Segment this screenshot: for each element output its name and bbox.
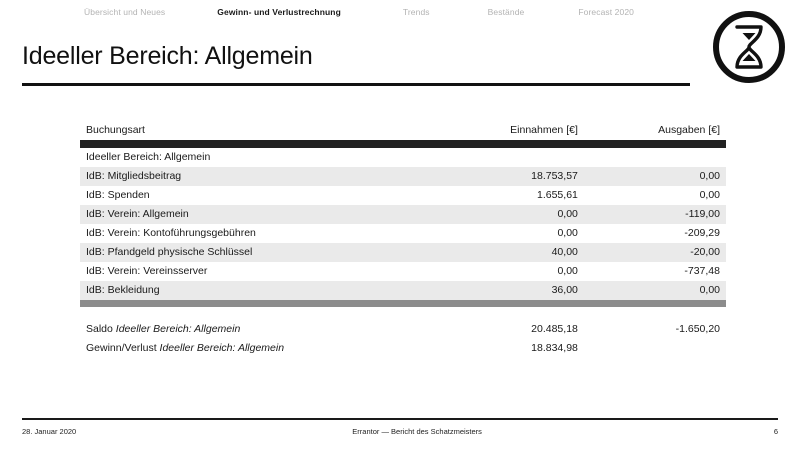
- nav-item-forecast-2020[interactable]: Forecast 2020: [578, 7, 634, 17]
- table-row: [80, 167, 726, 186]
- nav-item-bestaende[interactable]: Bestände: [487, 7, 525, 17]
- summary-row-gewinn-verlust: [80, 338, 726, 357]
- cell-ausgaben: 0,00: [584, 281, 726, 300]
- table-row: [80, 148, 726, 167]
- hourglass-circle-logo-icon: [710, 8, 788, 86]
- saldo-emphasis: Ideeller Bereich: Allgemein: [115, 323, 241, 335]
- footer-date: 28. Januar 2020: [22, 426, 77, 436]
- cell-ausgaben: -209,29: [584, 224, 726, 243]
- footer-title: Errantor — Bericht des Schatzmeisters: [352, 426, 482, 436]
- cell-einnahmen: 0,00: [442, 262, 584, 281]
- footer-page-number: 6: [773, 426, 778, 436]
- table-header-row: [80, 124, 726, 140]
- column-header-einnahmen: Einnahmen [€]: [510, 124, 578, 136]
- cell-saldo-ausgaben: -1.650,20: [584, 319, 726, 338]
- table-row: [80, 224, 726, 243]
- saldo-prefix: Saldo: [86, 323, 116, 335]
- cell-ausgaben: -737,48: [584, 262, 726, 281]
- cell-gewinn-verlust-ausgaben: [584, 338, 726, 357]
- nav-item-uebersicht-und-neues[interactable]: Übersicht und Neues: [84, 7, 166, 17]
- totals-divider: [80, 300, 726, 307]
- footer: [22, 424, 778, 438]
- cell-ausgaben: [584, 148, 726, 167]
- column-header-ausgaben: Ausgaben [€]: [658, 124, 720, 136]
- table-row: [80, 186, 726, 205]
- cell-einnahmen: 40,00: [442, 243, 584, 262]
- table-row: [80, 262, 726, 281]
- table-body: [80, 140, 726, 357]
- summary-row-saldo: [80, 319, 726, 338]
- cell-buchungsart: IdB: Verein: Kontoführungsgebühren: [80, 224, 442, 243]
- cell-saldo-label: [80, 319, 442, 338]
- cell-ausgaben: 0,00: [584, 186, 726, 205]
- cell-saldo-einnahmen: 20.485,18: [442, 319, 584, 338]
- cell-buchungsart: Ideeller Bereich: Allgemein: [80, 148, 442, 167]
- cell-ausgaben: 0,00: [584, 167, 726, 186]
- cell-einnahmen: 0,00: [442, 205, 584, 224]
- cell-einnahmen: 36,00: [442, 281, 584, 300]
- table-row: [80, 281, 726, 300]
- cell-buchungsart: IdB: Mitgliedsbeitrag: [80, 167, 442, 186]
- cell-buchungsart: IdB: Bekleidung: [80, 281, 442, 300]
- cell-buchungsart: IdB: Verein: Vereinsserver: [80, 262, 442, 281]
- totals-spacer: [80, 307, 726, 319]
- cell-gewinn-verlust-einnahmen: 18.834,98: [442, 338, 584, 357]
- gewinn-verlust-emphasis: Ideeller Bereich: Allgemein: [159, 342, 285, 354]
- ledger-table: [80, 124, 726, 357]
- table-header: [80, 124, 726, 140]
- cell-einnahmen: 18.753,57: [442, 167, 584, 186]
- nav-item-gewinn-und-verlustrechnung[interactable]: Gewinn- und Verlustrechnung: [217, 7, 341, 17]
- cell-buchungsart: IdB: Spenden: [80, 186, 442, 205]
- header-divider: [80, 140, 726, 148]
- column-header-buchungsart: Buchungsart: [86, 124, 145, 136]
- cell-einnahmen: [442, 148, 584, 167]
- cell-buchungsart: IdB: Pfandgeld physische Schlüssel: [80, 243, 442, 262]
- table-row: [80, 205, 726, 224]
- cell-ausgaben: -119,00: [584, 205, 726, 224]
- top-navigation: [0, 0, 800, 24]
- title-divider: [22, 83, 690, 86]
- cell-ausgaben: -20,00: [584, 243, 726, 262]
- nav-item-trends[interactable]: Trends: [402, 7, 430, 17]
- cell-buchungsart: IdB: Verein: Allgemein: [80, 205, 442, 224]
- cell-gewinn-verlust-label: [80, 338, 442, 357]
- ledger-table-container: [80, 124, 726, 357]
- footer-divider: [22, 418, 778, 420]
- gewinn-verlust-prefix: Gewinn/Verlust: [86, 342, 160, 354]
- cell-einnahmen: 1.655,61: [442, 186, 584, 205]
- table-row: [80, 243, 726, 262]
- cell-einnahmen: 0,00: [442, 224, 584, 243]
- page-title: Ideeller Bereich: Allgemein: [22, 42, 313, 70]
